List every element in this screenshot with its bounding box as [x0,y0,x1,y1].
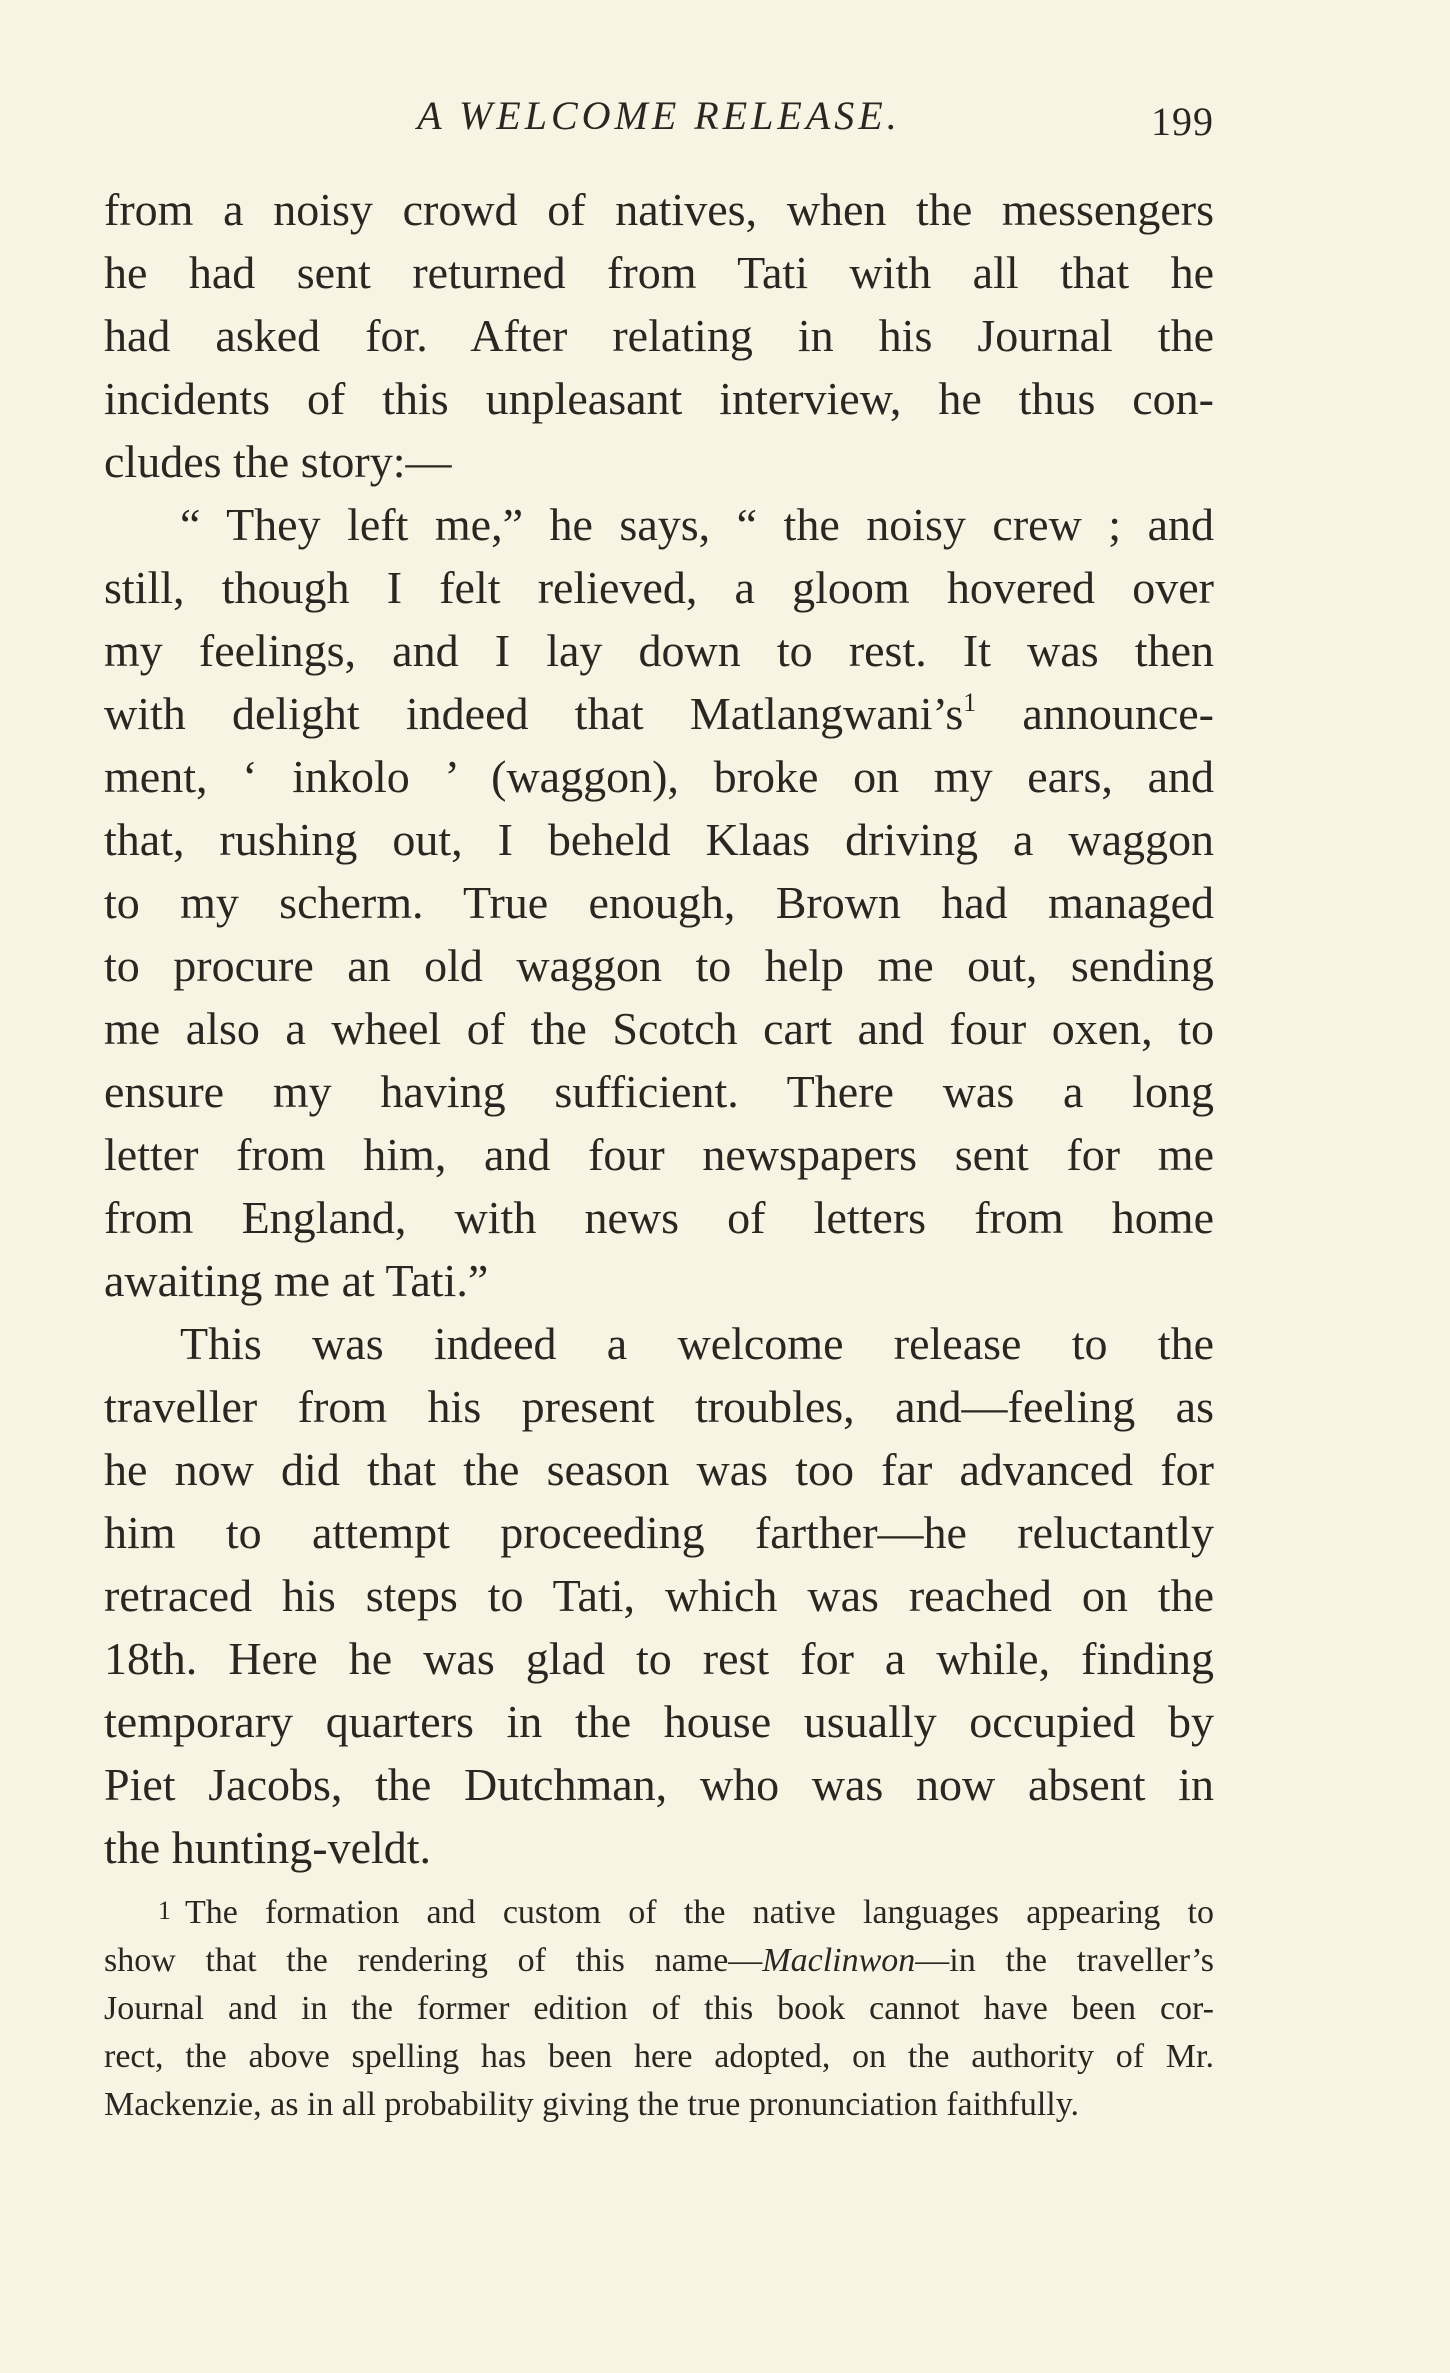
text-line: cludes the story:— [104,436,452,487]
text-line: traveller from his present troubles, and—feeling as [104,1381,1214,1432]
text-line: him to attempt proceeding farther—he reluctantly [104,1507,1214,1558]
footnote [104,1889,1214,2129]
text-line: from England, with news of letters from home [104,1192,1214,1243]
body-text [104,178,1214,1879]
text-line: the hunting-veldt. [104,1822,432,1873]
page-number: 199 [1151,99,1214,144]
text-line: from a noisy crowd of natives, when the messengers [104,184,1214,235]
text-segment: announce- [976,688,1214,739]
book-page [104,0,1214,2129]
text-line: he had sent returned from Tati with all that he [104,247,1214,298]
footnote-line: Mackenzie, as in all probability giving the true pronunciation faithfully. [104,2086,1080,2123]
text-line: had asked for. After relating in his Journal the [104,310,1214,361]
footnote-italic-name: Maclinwon [762,1942,916,1979]
footnote-reference: 1 [963,688,977,717]
text-line: retraced his steps to Tati, which was reached on the [104,1570,1214,1621]
text-line: he now did that the season was too far advanced for [104,1444,1214,1495]
footnote-text: show that the rendering of this name— [104,1942,763,1979]
text-line: letter from him, and four newspapers sent for me [104,1129,1214,1180]
footnote-text: The formation and custom of the native languages appearing to [185,1894,1214,1931]
text-line [104,682,1214,745]
text-line: my feelings, and I lay down to rest. It was then [104,625,1214,676]
text-line: still, though I felt relieved, a gloom hovered over [104,562,1214,613]
text-line: awaiting me at Tati.” [104,1255,489,1306]
text-line: ment, ‘ inkolo ’ (waggon), broke on my ears, and [104,751,1214,802]
text-line: 18th. Here he was glad to rest for a while, finding [104,1633,1214,1684]
text-line: to procure an old waggon to help me out, sending [104,940,1214,991]
running-title: A WELCOME RELEASE. [417,93,901,138]
text-line: incidents of this unpleasant interview, he thus con- [104,373,1214,424]
text-line: Piet Jacobs, the Dutchman, who was now absent in [104,1759,1214,1810]
running-head [104,86,1214,166]
text-line: me also a wheel of the Scotch cart and four oxen, to [104,1003,1214,1054]
text-line: “ They left me,” he says, “ the noisy crew ; and [180,499,1214,550]
text-line: to my scherm. True enough, Brown had managed [104,877,1214,928]
text-line: temporary quarters in the house usually occupied by [104,1696,1214,1747]
text-line: This was indeed a welcome release to the [180,1318,1214,1369]
text-line: that, rushing out, I beheld Klaas driving a waggon [104,814,1214,865]
footnote-line: rect, the above spelling has been here adopted, on the authority of Mr. [104,2038,1214,2075]
footnote-text: —in the traveller’s [915,1942,1214,1979]
footnote-line: Journal and in the former edition of this book cannot have been cor- [104,1990,1214,2027]
footnote-marker: 1 [158,1896,171,1925]
text-segment: with delight indeed that Matlangwani’s [104,688,964,739]
footnote-line [104,1889,1214,1937]
text-line: ensure my having sufficient. There was a long [104,1066,1214,1117]
footnote-line [104,1937,1214,1985]
